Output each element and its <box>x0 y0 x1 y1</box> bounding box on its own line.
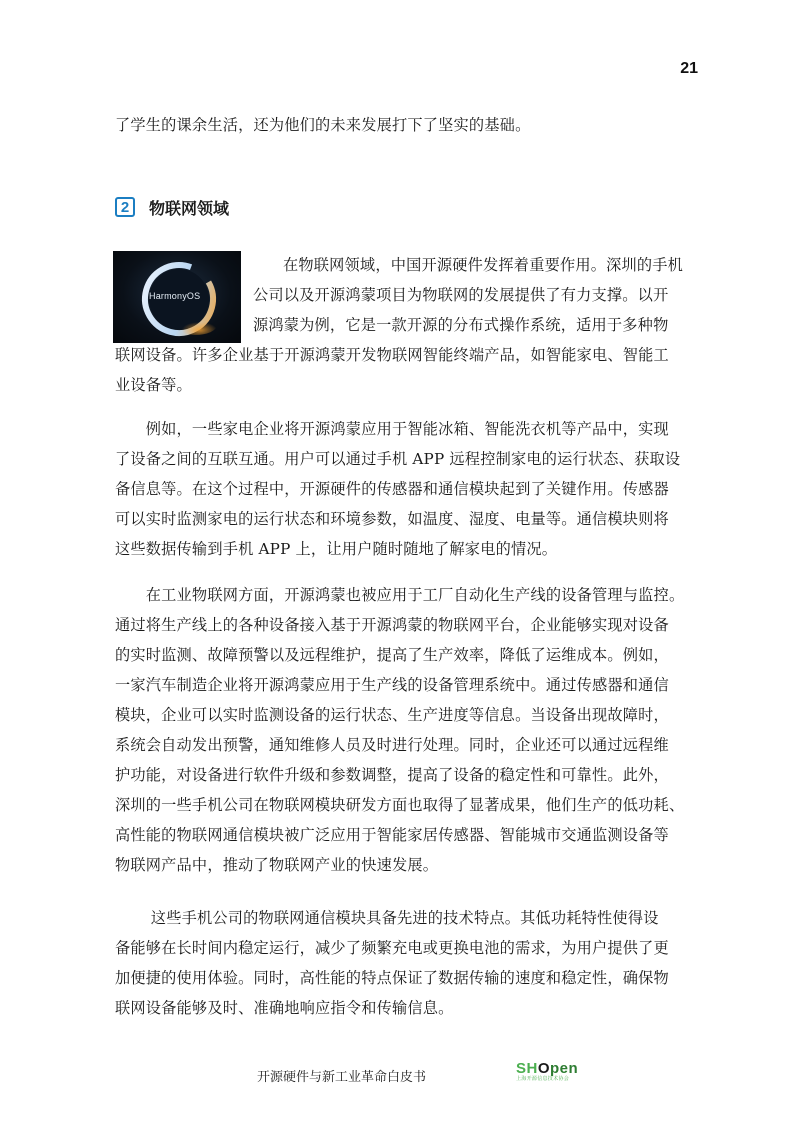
text-line: 在物联网领域，中国开源硬件发挥着重要作用。深圳的手机 <box>283 256 684 274</box>
text-line: 高性能的物联网通信模块被广泛应用于智能家居传感器、智能城市交通监测设备等 <box>115 826 669 844</box>
footer-book-title: 开源硬件与新工业革命白皮书 <box>257 1069 427 1084</box>
logo-part-o: O <box>537 1060 551 1077</box>
text-line: 备信息等。在这个过程中，开源硬件的传感器和通信模块起到了关键作用。传感器 <box>115 480 669 498</box>
shopen-logo-tagline: 上海开源信息技术协会 <box>516 1076 570 1082</box>
text-line: 备能够在长时间内稳定运行，减少了频繁充电或更换电池的需求，为用户提供了更 <box>115 939 669 957</box>
text-line: 物联网产品中，推动了物联网产业的快速发展。 <box>115 856 439 874</box>
paragraph-3 <box>115 580 715 880</box>
text-line: 可以实时监测家电的运行状态和环境参数，如温度、湿度、电量等。通信模块则将 <box>115 510 669 528</box>
logo-part-sh: SH <box>516 1060 538 1077</box>
text-line: 公司以及开源鸿蒙项目为物联网的发展提供了有力支撑。以开 <box>253 286 669 304</box>
intro-paragraph: 了学生的课余生活，还为他们的未来发展打下了坚实的基础。 <box>115 116 531 134</box>
text-line: 一家汽车制造企业将开源鸿蒙应用于生产线的设备管理系统中。通过传感器和通信 <box>115 676 669 694</box>
text-line: 护功能，对设备进行软件升级和参数调整，提高了设备的稳定性和可靠性。此外， <box>115 766 669 784</box>
logo-part-pen: pen <box>550 1060 579 1077</box>
section-title: 物联网领域 <box>149 200 230 218</box>
text-line: 这些手机公司的物联网通信模块具备先进的技术特点。其低功耗特性使得设 <box>115 909 659 927</box>
harmonyos-logo-image <box>113 251 241 343</box>
text-line: 的实时监测、故障预警以及远程维护，提高了生产效率，降低了运维成本。例如， <box>115 646 669 664</box>
paragraph-1-wrapped <box>253 250 698 340</box>
text-line: 源鸿蒙为例，它是一款开源的分布式操作系统，适用于多种物 <box>253 316 669 334</box>
text-line: 加便捷的使用体验。同时，高性能的特点保证了数据传输的速度和稳定性，确保物 <box>115 969 669 987</box>
harmonyos-logo-text: HarmonyOS <box>149 291 201 301</box>
text-line: 了设备之间的互联互通。用户可以通过手机 APP 远程控制家电的运行状态、获取设 <box>115 450 681 468</box>
text-line: 业设备等。 <box>115 376 192 394</box>
section-number-badge: 2 <box>115 197 135 217</box>
text-line: 系统会自动发出预警，通知维修人员及时进行处理。同时，企业还可以通过远程维 <box>115 736 669 754</box>
text-line: 模块，企业可以实时监测设备的运行状态、生产进度等信息。当设备出现故障时， <box>115 706 669 724</box>
paragraph-2 <box>115 414 715 564</box>
page-number: 21 <box>680 60 698 77</box>
text-line: 通过将生产线上的各种设备接入基于开源鸿蒙的物联网平台，企业能够实现对设备 <box>115 616 669 634</box>
text-line: 这些数据传输到手机 APP 上，让用户随时随地了解家电的情况。 <box>115 540 558 558</box>
text-line: 深圳的一些手机公司在物联网模块研发方面也取得了显著成果，他们生产的低功耗、 <box>115 796 685 814</box>
shopen-logo <box>516 1060 586 1084</box>
section-heading <box>115 195 229 219</box>
paragraph-4 <box>115 903 715 1023</box>
text-line: 在工业物联网方面，开源鸿蒙也被应用于工厂自动化生产线的设备管理与监控。 <box>115 586 685 604</box>
text-line: 例如，一些家电企业将开源鸿蒙应用于智能冰箱、智能洗衣机等产品中，实现 <box>115 420 669 438</box>
text-line: 联网设备能够及时、准确地响应指令和传输信息。 <box>115 999 454 1017</box>
text-line: 联网设备。许多企业基于开源鸿蒙开发物联网智能终端产品，如智能家电、智能工 <box>115 346 669 364</box>
paragraph-1-continued <box>115 340 698 400</box>
